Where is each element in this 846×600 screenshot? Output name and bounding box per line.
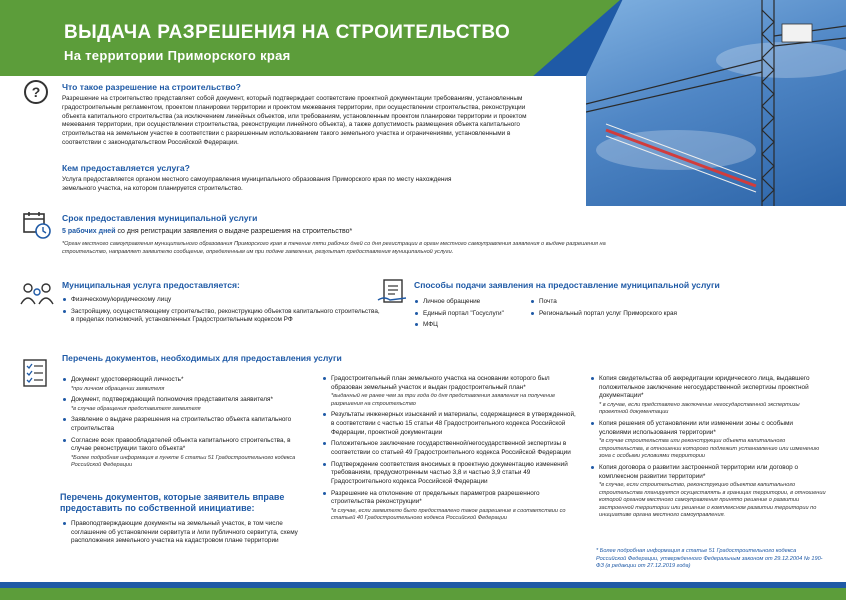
term-note: *Орган местного самоуправления муниципального образования Приморского края в течение пяти рабочих дней со дня регистрации в орган местного самоуправления заявления о выдаче разрешения на строительство, направляет заявителю сообщение, определенным им при подаче заявления, результат предоставления муниципальной услуги. (62, 241, 606, 255)
list-item: Копия свидетельства об аккредитации юридического лица, выдавшего положительное заключение негосударственной экспертизы проектной документации* * в случае, если представлено заключение негосударственной экспертизы проектной документации (590, 375, 826, 417)
list-item: Документ удостоверяющий личность* *при личном обращении заявителя (62, 376, 302, 393)
list-item: Результаты инженерных изысканий и материалы, содержащиеся в утвержденной, в соответствии с частью 15 статьи 48 Градостроительного кодекса Российской Федерации, проектной документации (322, 411, 578, 437)
list-item: Личное обращение (414, 298, 524, 307)
list-item: Градостроительный план земельного участка на основании которого был образован земельный участок и выдан градостроительный план* *выданный не ранее чем за три года до дня представления заявления на получение разрешения на строительство (322, 375, 578, 408)
list-item: Положительное заключение государственной/негосударственной экспертизы в соответствии со статьей 49 Градостроительного кодекса Российской Федерации (322, 440, 578, 457)
own-docs-list (62, 520, 306, 549)
calendar-clock-icon (22, 210, 52, 240)
docs-title: Перечень документов, необходимых для предоставления услуги (62, 353, 342, 363)
list-item: Правоподтверждающие документы на земельный участок, в том числе соглашение об установлении сервитута и /или публичного сервитута, схему расположения земельного участка на кадастровом плане территории (62, 520, 306, 546)
list-item: Почта (530, 298, 710, 307)
document-hand-icon (376, 278, 410, 306)
list-item: Подтверждение соответствия вносимых в проектную документацию изменений требованиям, предусмотренным частью 3,8 и частью 3,9 статьи 49 Градостроительного кодекса Российской Федерации (322, 461, 578, 487)
question-icon: ? (24, 80, 48, 104)
methods-list-2 (530, 298, 710, 321)
docs-col-3 (590, 375, 826, 523)
list-item: Единый портал "Госуслуги" (414, 310, 524, 319)
who-provides-title: Кем предоставляется услуга? (62, 163, 190, 173)
methods-title: Способы подачи заявления на предоставление муниципальной услуги (414, 280, 720, 290)
recipients-list (62, 296, 382, 328)
methods-list-1 (414, 298, 524, 333)
who-provides-text: Услуга предоставляется органом местного самоуправления муниципального образования Приморского края по месту нахождения земельного участка, на котором планируется строительство. (62, 176, 452, 192)
list-item: Застройщику, осуществляющему строительство, реконструкцию объектов капитального строительства, в пределах полномочий, установленных Градостроительным кодексом РФ (62, 308, 382, 325)
list-item: МФЦ (414, 321, 524, 330)
docs-footnote: * Более подробная информация в статье 51 Градостроительного кодекса Российской Федерации, утвержденного Федеральным законом от 29.12.2004 № 190-ФЗ (в редакции от 27.12.2019 года) (596, 548, 823, 570)
page-title: ВЫДАЧА РАЗРЕШЕНИЯ НА СТРОИТЕЛЬСТВО (64, 22, 511, 43)
list-item: Физическому/юридическому лицу (62, 296, 382, 305)
docs-col-1 (62, 376, 302, 473)
list-item: Копия договора о развитии застроенной территории или договор о комплексном развитии территории* *в случае, если строительство, реконструкцию объектов капитального строительства планируется осуществлять в границах территории, в отношении которой органом местного самоуправления принято решение о развитии застроенной территории или решение о комплексном развитии территории по инициативе органа местного самоуправления. (590, 464, 826, 520)
page-subtitle: На территории Приморского края (64, 48, 291, 63)
list-item: Согласие всех правообладателей объекта капитального строительства, в случае реконструкции такого объекта* *Более подробная информация в пункте 6 статьи 51 Градостроительного кодекса Российской Федерации (62, 437, 302, 470)
what-title: Что такое разрешение на строительство? (62, 82, 241, 92)
term-line (62, 228, 352, 235)
what-text: Разрешение на строительство представляет собой документ, который подтверждает соответствие проектной документации требованиям, установленным градостроительным регламентом, проектом планировки территории и проектом межевания территории, при осуществлении строительства, реконструкции объекта капитального строительства (за исключением линейных объектов, или требованиям, установленным проектом планировки территории и проектом межевания территории, при осуществлении строительства, реконструкции линейного объекта), а также допустимость размещения объекта капитального строительства на земельном участке в соответствии с разрешенным использованием такого земельного участка и ограничениями, установленными в соответствии с законодательством Российской Федерации. (62, 95, 527, 147)
docs-col-2 (322, 375, 578, 526)
term-days: 5 рабочих дней (62, 228, 116, 235)
crane-photo (586, 0, 846, 206)
list-item: Заявление о выдаче разрешения на строительство объекта капитального строительства (62, 416, 302, 433)
footer-green-band (0, 588, 846, 600)
people-icon (18, 280, 56, 306)
list-item: Документ, подтверждающий полномочия представителя заявителя* *в случае обращения представителя заявителя (62, 396, 302, 413)
list-item: Региональный портал услуг Приморского края (530, 310, 710, 319)
term-days-rest: со дня регистрации заявления о выдаче разрешения на строительство* (115, 228, 353, 235)
recipients-title: Муниципальная услуга предоставляется: (62, 280, 240, 290)
list-item: Разрешение на отклонение от предельных параметров разрешенного строительства реконструкции* *в случае, если заявителю было предоставлено такое разрешение в соответствии со статьей 40 Градостроительного кодекса Российской Федерации (322, 490, 578, 523)
crane-icon (586, 0, 846, 206)
list-item: Копия решения об установлении или изменении зоны с особыми условиями использования территории* *в случае строительства или реконструкции объекта капитального строительства, в отношении которого подлежит установлению или изменению зона с особыми условиями территории (590, 420, 826, 461)
own-docs-title: Перечень документов, которые заявитель вправе предоставить по собственной инициативе: (60, 492, 285, 514)
checklist-icon (22, 358, 48, 388)
term-title: Срок предоставления муниципальной услуги (62, 213, 258, 223)
